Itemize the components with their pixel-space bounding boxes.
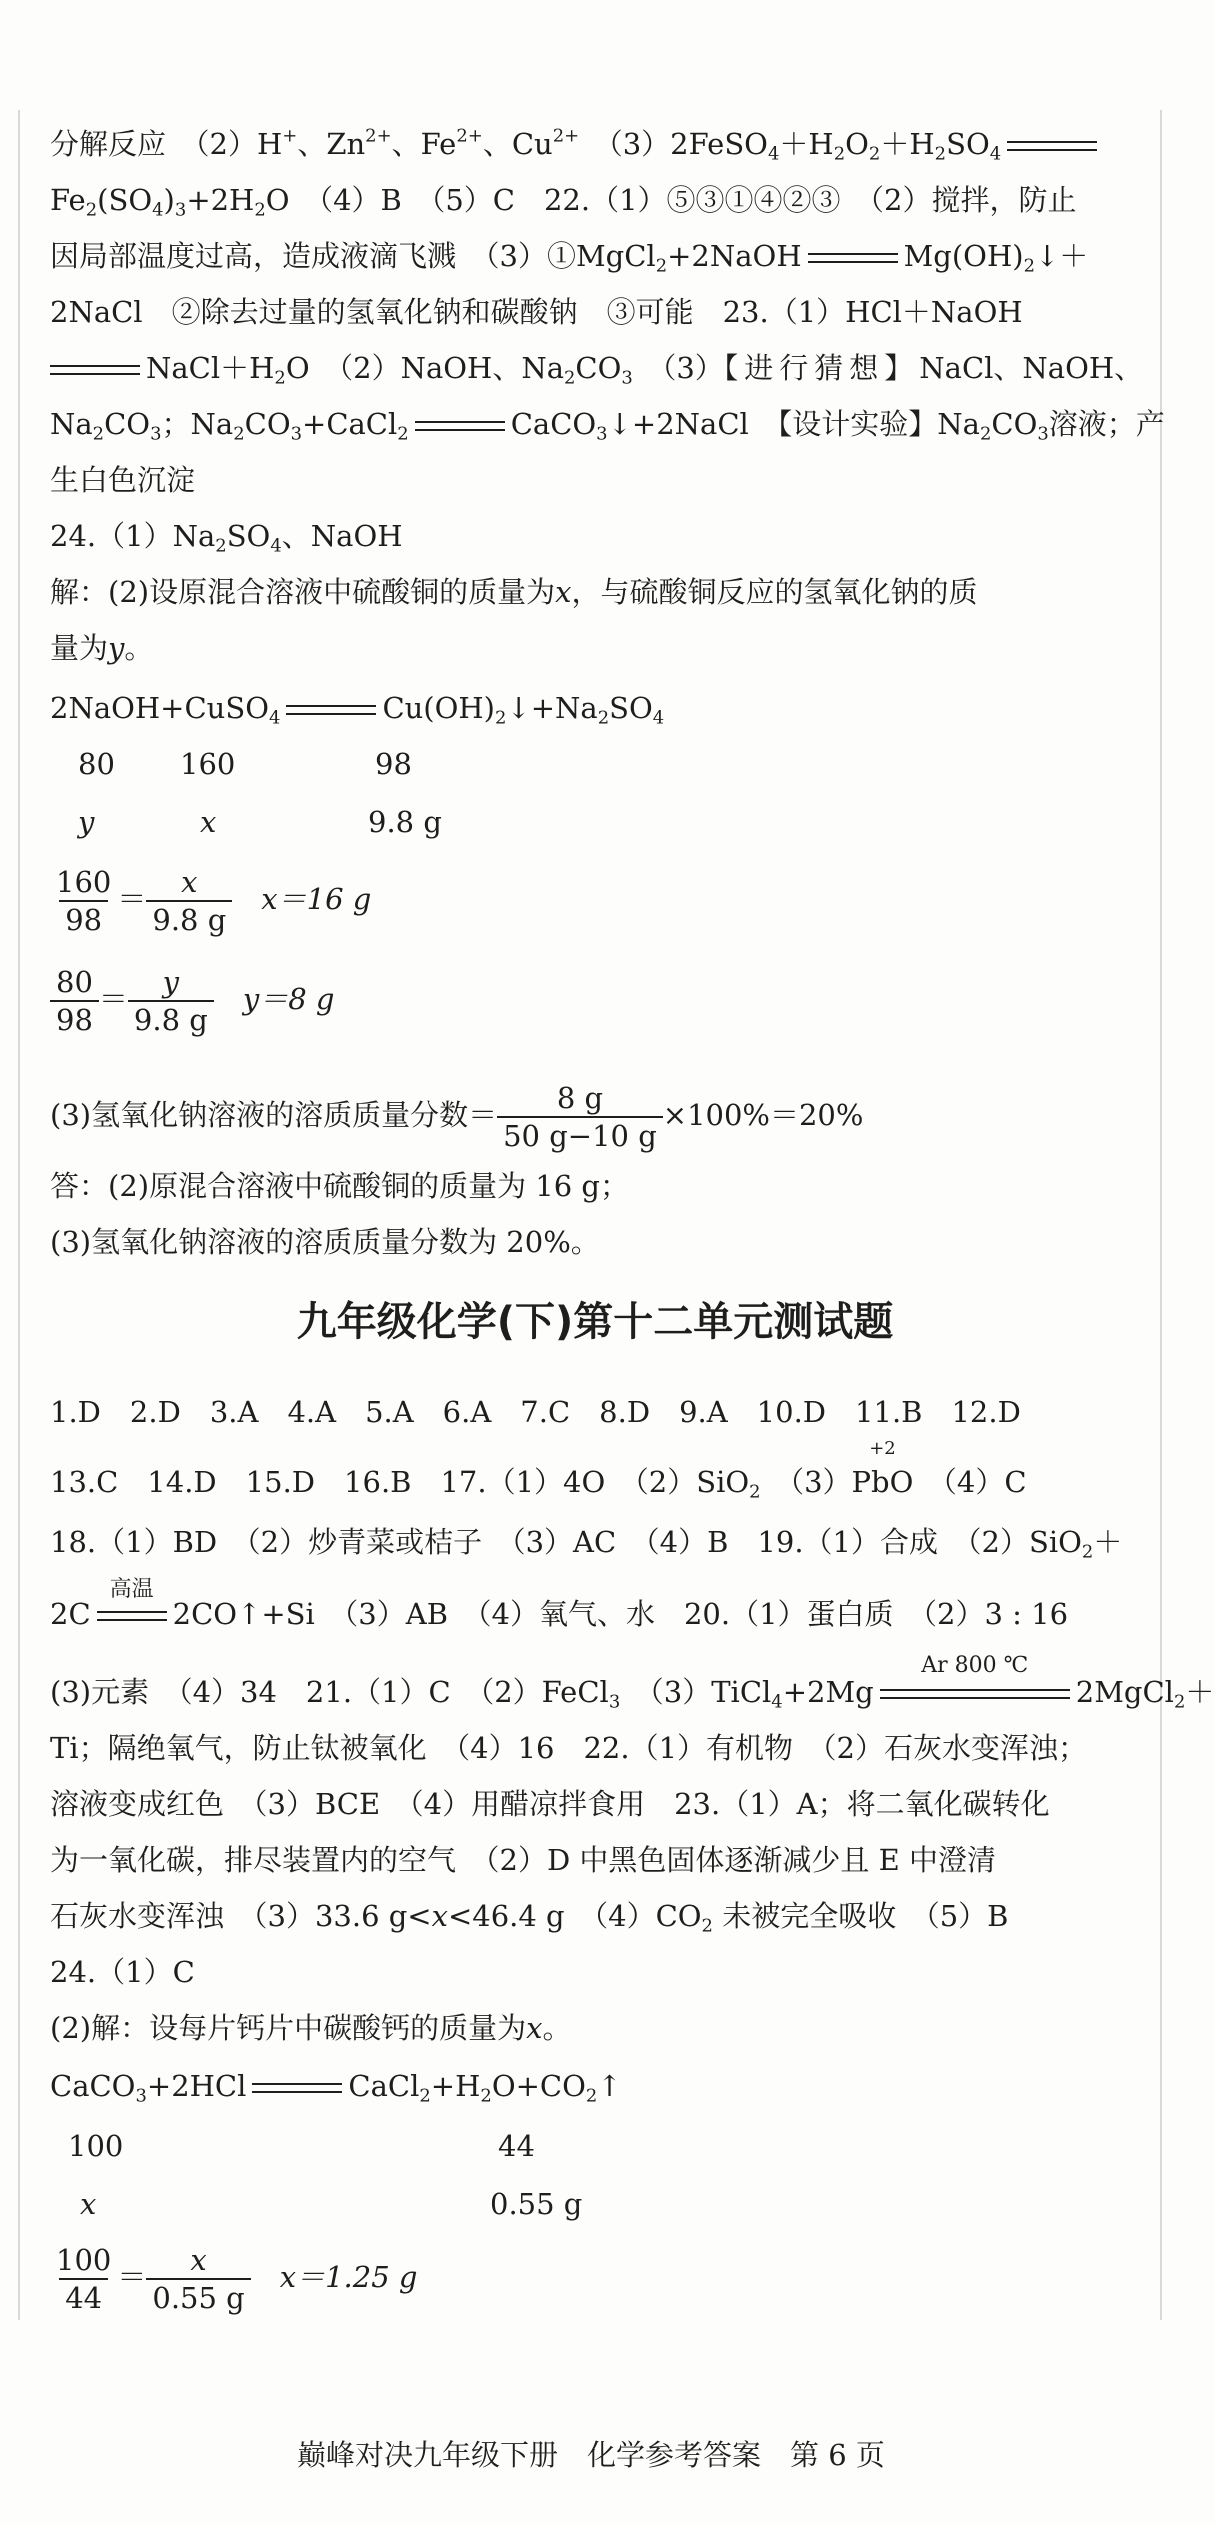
- equals-sign: [415, 425, 505, 427]
- proportion-equation: $\frac{80}{98}$ ＝ $\frac{y}{9.8 g}$ y＝8 g: [50, 964, 334, 1038]
- equals-sign: Ar 800 ℃: [880, 1693, 1070, 1695]
- text-line: (2)解：设每片钙片中碳酸钙的质量为x。: [50, 2011, 572, 2045]
- chemical-equation: CaCO$_3$+2HCl $CaCl_2+H_2O+CO_2↑$: [50, 2069, 622, 2107]
- mass-value: 44: [498, 2129, 535, 2163]
- mass-variable: y: [78, 805, 95, 839]
- text-line: 生白色沉淀: [50, 463, 196, 497]
- text-line: Ti；隔绝氧气，防止钛被氧化 （4）16 22.（1）有机物 （2）石灰水变浑浊；: [50, 1731, 1087, 1765]
- text-line: 量为y。: [50, 631, 154, 665]
- text-line: 为一氧化碳，排尽装置内的空气 （2）D 中黑色固体逐渐减少且 E 中澄清: [50, 1843, 997, 1877]
- mass-value: 98: [375, 747, 412, 781]
- text-line: 解：(2)设原混合溶液中硫酸铜的质量为x，与硫酸铜反应的氢氧化钠的质: [50, 575, 978, 609]
- proportion-equation: $\frac{100}{44}$ ＝ $\frac{x}{0.55 g}$ x＝1.25 g: [56, 2243, 418, 2315]
- equals-sign: [1007, 145, 1097, 147]
- text-line: 13.C 14.D 15.D 16.B 17.（1）4O （2）SiO$_2$ （3） +2 PbO （4）C: [50, 1438, 1027, 1503]
- mass-value: 9.8 g: [368, 805, 442, 839]
- equals-sign: [252, 2087, 342, 2089]
- text-line: 溶液变成红色 （3）BCE （4）用醋凉拌食用 23.（1）A；将二氧化碳转化: [50, 1787, 1050, 1821]
- proportion-equation: $\frac{160}{98}$ ＝ $\frac{x}{9.8 g}$ x＝16 g: [56, 865, 372, 937]
- text-line: 18.（1）BD （2）炒青菜或桔子 （3）AC （4）B 19.（1）合成 （2）SiO$_2$＋: [50, 1525, 1123, 1563]
- equals-sign: [286, 709, 376, 711]
- text-line: 答：(2)原混合溶液中硫酸铜的质量为 16 g；: [50, 1169, 629, 1203]
- text-line: $24.(1)Na_2SO_4$、NaOH: [50, 519, 403, 557]
- chemical-equation: 2NaOH+CuSO$_4$ $Cu(OH)_2↓+Na_2SO_4$: [50, 691, 665, 729]
- equals-sign: [50, 369, 140, 371]
- text-line: 石灰水变浑浊 （3）33.6 g<x<46.4 g $(4)CO_2$ 未被完全吸收 （5）B: [50, 1899, 1009, 1937]
- equals-sign: [808, 257, 898, 259]
- mass-variable: x: [80, 2187, 97, 2221]
- text-line: 24.（1）C: [50, 1955, 195, 1989]
- mass-variable: x: [200, 805, 217, 839]
- mass-value: 0.55 g: [490, 2187, 583, 2221]
- text-line: $Na_2CO_3$；$Na_2CO_3+CaCl_2$ CaCO$_3$↓+2NaCl 【设计实验】$Na_2CO_3$溶液；产: [50, 407, 1165, 445]
- text-line: 2NaCl ②除去过量的氢氧化钠和碳酸钠 ③可能 23.（1）HCl＋NaOH: [50, 295, 1023, 329]
- text-line: (3)氢氧化钠溶液的溶质质量分数＝ $\frac{8 g}{50 g-10 g}$ ×100%＝20%: [50, 1081, 864, 1153]
- mass-value: 160: [180, 747, 236, 781]
- text-line: 2C 高温 2CO↑+Si （3）AB （4）氧气、水 20.（1）蛋白质 （2）3 : 16: [50, 1577, 1069, 1631]
- mass-value: 80: [78, 747, 115, 781]
- section-title: 九年级化学(下)第十二单元测试题: [296, 1299, 894, 1345]
- text-line: (3)元素 （4）34 21.（1）C （2）FeCl$_3$ （3）TiCl$_4$+2Mg Ar 800 ℃ 2MgCl$_2$＋: [50, 1653, 1214, 1713]
- equals-sign: 高温: [97, 1615, 167, 1617]
- text-line: 分解反应 （2）H+、$Zn^{2+}$、$Fe^{2+}$、$Cu^{2+}$ $(3)2FeSO_4+H_2O_2+H_2SO_4$: [50, 124, 1103, 164]
- left-margin-rule: [18, 110, 20, 2320]
- text-line: (3)氢氧化钠溶液的溶质质量分数为 20%。: [50, 1225, 600, 1259]
- text-line: $NaCl+H_2O$ （2）NaOH、$Na_2CO_3$ （3）【进行猜想】NaCl、NaOH、: [50, 348, 1143, 388]
- text-line: 1.D 2.D 3.A 4.A 5.A 6.A 7.C 8.D 9.A 10.D 11.B 12.D: [50, 1395, 1021, 1429]
- text-line: 因局部温度过高，造成液滴飞溅 （3）①MgCl$_2$+2NaOH $Mg(OH)_2↓+$: [50, 239, 1089, 277]
- text-line: $Fe_2(SO_4)_3+2H_2O$ （4）B （5）C 22.（1）⑤③①④②③ （2）搅拌，防止: [50, 183, 1077, 221]
- mass-value: 100: [68, 2129, 124, 2163]
- page-footer: 巅峰对决九年级下册 化学参考答案 第 6 页: [297, 2438, 885, 2472]
